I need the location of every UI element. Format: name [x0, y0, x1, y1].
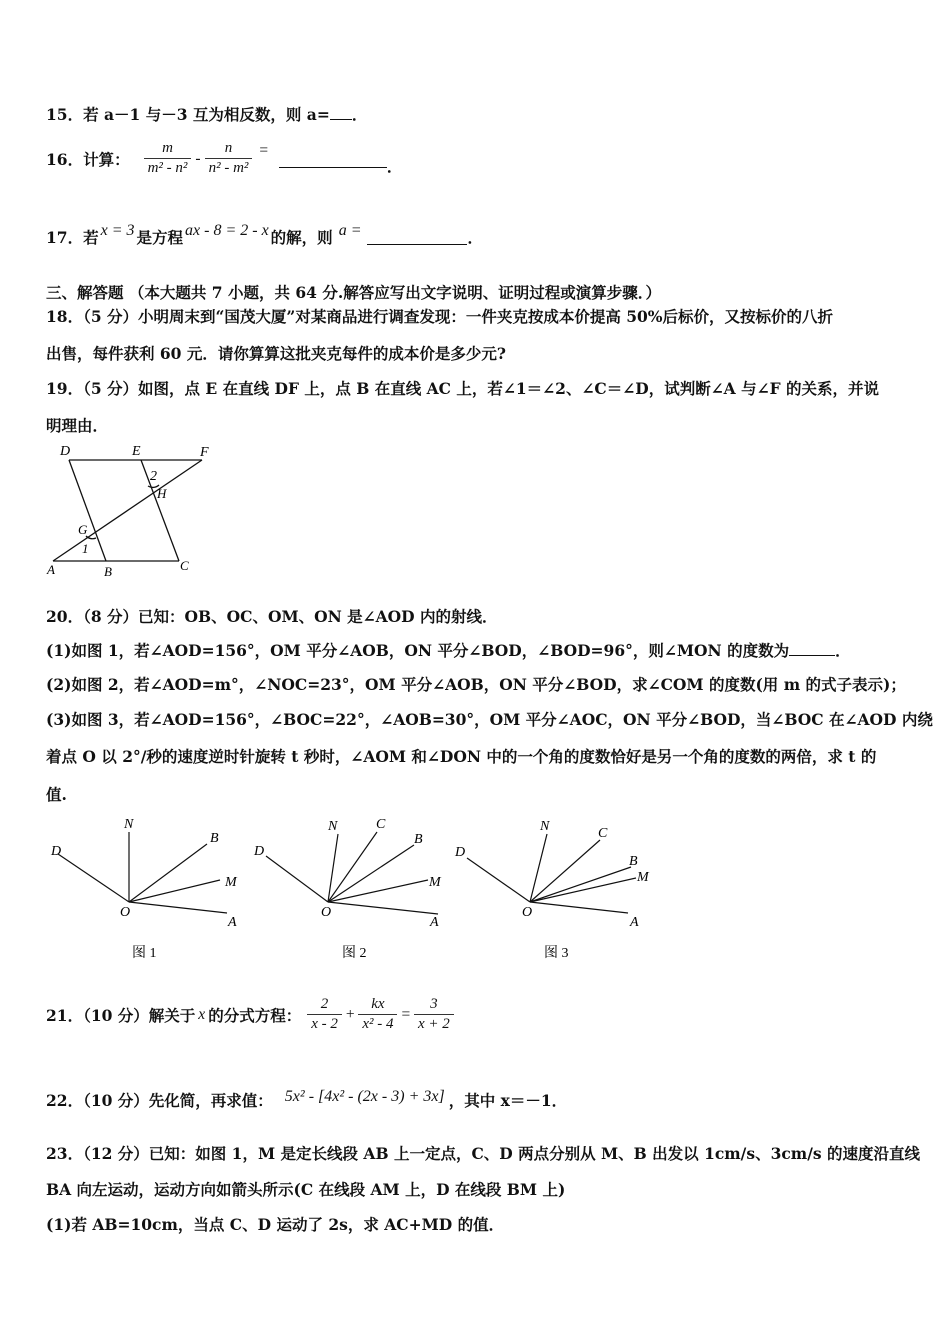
- q21-fraction-1: $\frac{2}{x - 2}$: [307, 996, 342, 1033]
- q20-part-1-end: ．: [835, 641, 851, 660]
- q21-plus: +: [344, 1005, 356, 1023]
- fig1-label-A: A: [228, 915, 237, 930]
- fig1-label-N: N: [124, 817, 134, 832]
- fig2-label-A: A: [430, 915, 439, 930]
- label-G: G: [78, 522, 88, 537]
- question-17: [46, 222, 483, 248]
- q16-label: 计算：: [83, 149, 130, 169]
- q20-part-3-line-3: 值.: [46, 785, 67, 804]
- q16-fraction-1: $\frac{m}{\text{m² - n²}}$: [144, 140, 192, 177]
- label-2: 2: [150, 469, 157, 484]
- q21-var-x: x: [198, 1005, 206, 1023]
- label-A: A: [47, 562, 55, 577]
- q20-part-3-line-2: 着点 O 以 2°/秒的速度逆时针旋转 t 秒时，∠AOM 和∠DON 中的一个角的度数恰好是另一个角的度数的两倍，求 t 的: [46, 747, 877, 766]
- question-21: [46, 996, 454, 1033]
- q23-line-3: (1)若 AB=10cm，当点 C、D 运动了 2s，求 AC+MD 的值．: [46, 1215, 505, 1234]
- q16-answer-blank[interactable]: [279, 167, 387, 168]
- q20-figure-3: [450, 810, 660, 970]
- q19-line-2: 明理由．: [46, 416, 109, 435]
- q20-answer-blank[interactable]: [789, 655, 835, 656]
- q23-line-1: 23．（12 分）已知：如图 1，M 是定长线段 AB 上一定点，C、D 两点分别从 M、B 出发以 1cm/s、3cm/s 的速度沿直线: [46, 1144, 920, 1163]
- q15-end: ．: [351, 105, 368, 124]
- q22-expression: 5x² - [4x² - (2x - 3) + 3x]: [284, 1088, 445, 1105]
- q21-text-2: 的分式方程：: [208, 1005, 302, 1025]
- fig1-label-M: M: [225, 875, 237, 890]
- q22-text: 22．（10 分）先化简，再求值：: [46, 1091, 273, 1110]
- q17-answer-blank[interactable]: [367, 244, 467, 245]
- fig2-label-C: C: [376, 817, 386, 832]
- q15-number: 15．: [46, 105, 84, 124]
- fig2-label-O: O: [321, 905, 332, 920]
- q21-fraction-3: $\frac{3}{x + 2}$: [414, 996, 454, 1033]
- label-H: H: [157, 486, 167, 501]
- q16-fraction-2: $\frac{n}{\text{n² - m²}}$: [205, 140, 253, 177]
- q16-number: 16．: [46, 149, 84, 169]
- label-C: C: [180, 558, 189, 573]
- q19-line-1: 19．（5 分）如图，点 E 在直线 DF 上，点 B 在直线 AC 上，若∠1＝∠2、∠C＝∠D，试判断∠A 与∠F 的关系，并说: [46, 379, 879, 398]
- q19-figure: [40, 438, 230, 583]
- q18-line-2: 出售，每件获利 60 元．请你算算这批夹克每件的成本价是多少元?: [46, 344, 506, 363]
- fig1-caption: 图 1: [132, 946, 157, 961]
- line-af: [53, 460, 202, 561]
- q21-text: 21．（10 分）解关于: [46, 1005, 196, 1025]
- q20-figure-1: [40, 810, 250, 970]
- fig3-label-M: M: [637, 870, 649, 885]
- q17-math-equation: ax - 8 = 2 - x: [185, 222, 269, 239]
- q21-equals: =: [400, 1005, 411, 1023]
- line-ec: [141, 460, 179, 561]
- fig2-label-N: N: [328, 819, 338, 834]
- q22-tail: ，其中 x＝－1．: [448, 1091, 568, 1110]
- label-1: 1: [82, 541, 89, 556]
- q20-heading: 20．（8 分）已知：OB、OC、OM、ON 是∠AOD 内的射线．: [46, 607, 498, 626]
- fig3-label-B: B: [629, 854, 638, 869]
- q15-answer-blank[interactable]: [330, 119, 352, 120]
- q16-equals: =: [258, 141, 269, 159]
- q17-math-x: x = 3: [100, 222, 135, 239]
- fig2-label-D: D: [254, 844, 265, 859]
- label-E: E: [132, 444, 141, 459]
- q17-number: 17．: [46, 228, 84, 247]
- label-D: D: [60, 444, 71, 459]
- q20-part-1: [46, 639, 851, 661]
- q17-math-a: a =: [338, 222, 362, 239]
- fig3-label-C: C: [598, 826, 608, 841]
- q17-text-c: 的解，则: [270, 228, 333, 247]
- q20-part-2: (2)如图 2，若∠AOD=m°，∠NOC=23°，OM 平分∠AOB，ON 平分∠BOD，求∠COM 的度数(用 m 的式子表示)；: [46, 675, 906, 694]
- fig2-caption: 图 2: [342, 946, 367, 961]
- fig3-label-O: O: [522, 905, 533, 920]
- q16-end: ．: [386, 156, 403, 176]
- q17-text-a: 若: [83, 228, 99, 247]
- fig2-label-M: M: [429, 875, 441, 890]
- section-3-heading: 三、解答题 （本大题共 7 小题，共 64 分.解答应写出文字说明、证明过程或演算步骤．）: [46, 283, 661, 302]
- q15-text: 若 a－1 与－3 互为相反数，则 a=: [83, 105, 330, 124]
- q21-fraction-2: $\frac{kx}{\text{x² - 4}}$: [358, 996, 397, 1033]
- q18-line-1: 18．（5 分）小明周末到“国茂大厦”对某商品进行调查发现：一件夹克按成本价提高 50%后标价，又按标价的八折: [46, 307, 834, 326]
- fig1-label-D: D: [51, 844, 62, 859]
- fig3-label-A: A: [630, 915, 639, 930]
- fig3-label-N: N: [540, 819, 550, 834]
- fig1-label-O: O: [120, 905, 131, 920]
- q16-minus: -: [195, 149, 201, 167]
- fig2-label-B: B: [414, 832, 423, 847]
- fig3-label-D: D: [455, 845, 466, 860]
- q17-text-b: 是方程: [136, 228, 184, 247]
- fig3-caption: 图 3: [544, 946, 569, 961]
- question-22: [46, 1088, 567, 1112]
- q23-line-2: BA 向左运动，运动方向如箭头所示(C 在线段 AM 上，D 在线段 BM 上): [46, 1180, 566, 1199]
- label-F: F: [200, 445, 209, 460]
- q20-part-1-text: (1)如图 1，若∠AOD=156°，OM 平分∠AOB，ON 平分∠BOD，∠BOD=96°，则∠MON 的度数为: [46, 641, 790, 660]
- q17-end: ．: [467, 228, 483, 247]
- fig1-label-B: B: [210, 831, 219, 846]
- question-15: [46, 103, 367, 125]
- question-16: [46, 140, 402, 177]
- q20-part-3-line-1: (3)如图 3，若∠AOD=156°，∠BOC=22°，∠AOB=30°，OM 平分∠AOC，ON 平分∠BOD，当∠BOC 在∠AOD 内绕: [46, 710, 933, 729]
- label-B: B: [104, 564, 112, 579]
- q20-figure-2: [250, 810, 460, 970]
